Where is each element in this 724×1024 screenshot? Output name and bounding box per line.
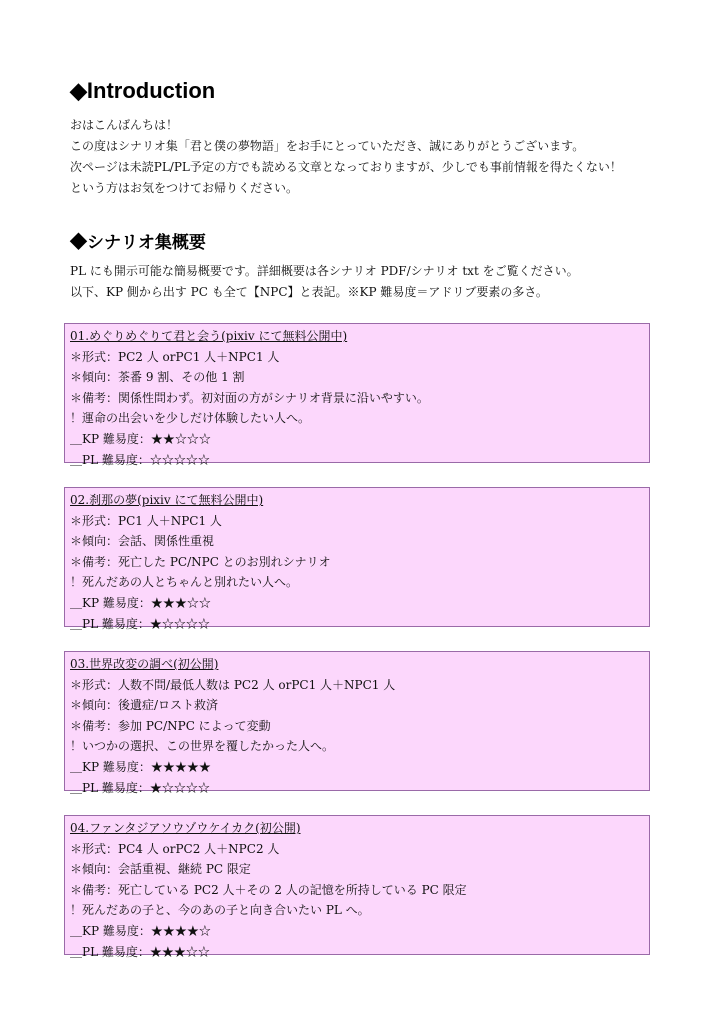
- scenario-target: ！死んだあの人とちゃんと別れたい人へ。: [70, 575, 299, 590]
- summary-heading: ◆シナリオ集概要: [70, 233, 206, 252]
- scenario-tendency: ＊傾向：後遺症/ロスト救済: [70, 698, 219, 713]
- scenario-title: 01.めぐりめぐりて君と会う(pixiv にて無料公開中): [70, 329, 348, 343]
- scenario-title: 03.世界改変の調べ(初公開): [70, 657, 219, 671]
- scenario-box-01: [64, 323, 650, 467]
- summary-paragraph: [70, 261, 579, 303]
- scenario-tendency: ＊傾向：会話重視、継続 PC 限定: [70, 862, 251, 877]
- scenario-pl-difficulty: ＿PL 難易度：★★★☆☆: [70, 944, 210, 959]
- intro-paragraph: [70, 115, 622, 199]
- scenario-kp-difficulty: ＿KP 難易度：★★★★★: [70, 759, 211, 774]
- scenario-box-03: [64, 651, 650, 795]
- intro-heading: ◆Introduction: [70, 78, 216, 103]
- scenario-title: 02.刹那の夢(pixiv にて無料公開中): [70, 493, 264, 507]
- scenario-format: ＊形式：PC1 人＋NPC1 人: [70, 513, 222, 528]
- scenario-target: ！運命の出会いを少しだけ体験したい人へ。: [70, 411, 311, 426]
- summary-line: PL にも開示可能な簡易概要です。詳細概要は各シナリオ PDF/シナリオ txt をご覧ください。: [70, 264, 579, 278]
- scenario-kp-difficulty: ＿KP 難易度：★★☆☆☆: [70, 431, 211, 446]
- scenario-format: ＊形式：人数不問/最低人数は PC2 人 orPC1 人＋NPC1 人: [70, 677, 396, 692]
- scenario-pl-difficulty: ＿PL 難易度：☆☆☆☆☆: [70, 452, 210, 467]
- intro-line: 次ページは未読PL/PL予定の方でも読める文章となっておりますが、少しでも事前情報を得たくない！: [70, 160, 622, 174]
- scenario-pl-difficulty: ＿PL 難易度：★☆☆☆☆: [70, 780, 210, 795]
- scenario-notes: ＊備考：関係性問わず。初対面の方がシナリオ背景に沿いやすい。: [70, 390, 429, 405]
- scenario-notes: ＊備考：参加 PC/NPC によって変動: [70, 718, 271, 733]
- scenario-format: ＊形式：PC4 人 orPC2 人＋NPC2 人: [70, 841, 280, 856]
- scenario-target: ！いつかの選択、この世界を覆したかった人へ。: [70, 739, 335, 754]
- intro-line: この度はシナリオ集「君と僕の夢物語」をお手にとっていただき、誠にありがとうございます。: [70, 139, 585, 153]
- scenario-kp-difficulty: ＿KP 難易度：★★★★☆: [70, 923, 211, 938]
- scenario-notes: ＊備考：死亡した PC/NPC とのお別れシナリオ: [70, 554, 331, 569]
- scenario-tendency: ＊傾向：茶番 9 割、その他 1 割: [70, 370, 245, 385]
- scenario-tendency: ＊傾向：会話、関係性重視: [70, 534, 215, 549]
- summary-line: 以下、KP 側から出す PC も全て【NPC】と表記。※KP 難易度＝アドリブ要素の多さ。: [70, 285, 548, 299]
- scenario-format: ＊形式：PC2 人 orPC1 人＋NPC1 人: [70, 349, 280, 364]
- scenario-box-04: [64, 815, 650, 959]
- intro-line: おはこんばんちは！: [70, 118, 179, 132]
- intro-line: という方はお気をつけてお帰りください。: [70, 181, 299, 195]
- scenario-title: 04.ファンタジアソウゾウケイカク(初公開): [70, 821, 301, 835]
- scenario-kp-difficulty: ＿KP 難易度：★★★☆☆: [70, 595, 211, 610]
- scenario-box-02: [64, 487, 650, 631]
- scenario-notes: ＊備考：死亡している PC2 人＋その 2 人の記憶を所持している PC 限定: [70, 882, 467, 897]
- scenario-pl-difficulty: ＿PL 難易度：★☆☆☆☆: [70, 616, 210, 631]
- scenario-target: ！死んだあの子と、今のあの子と向き合いたい PL へ。: [70, 903, 370, 918]
